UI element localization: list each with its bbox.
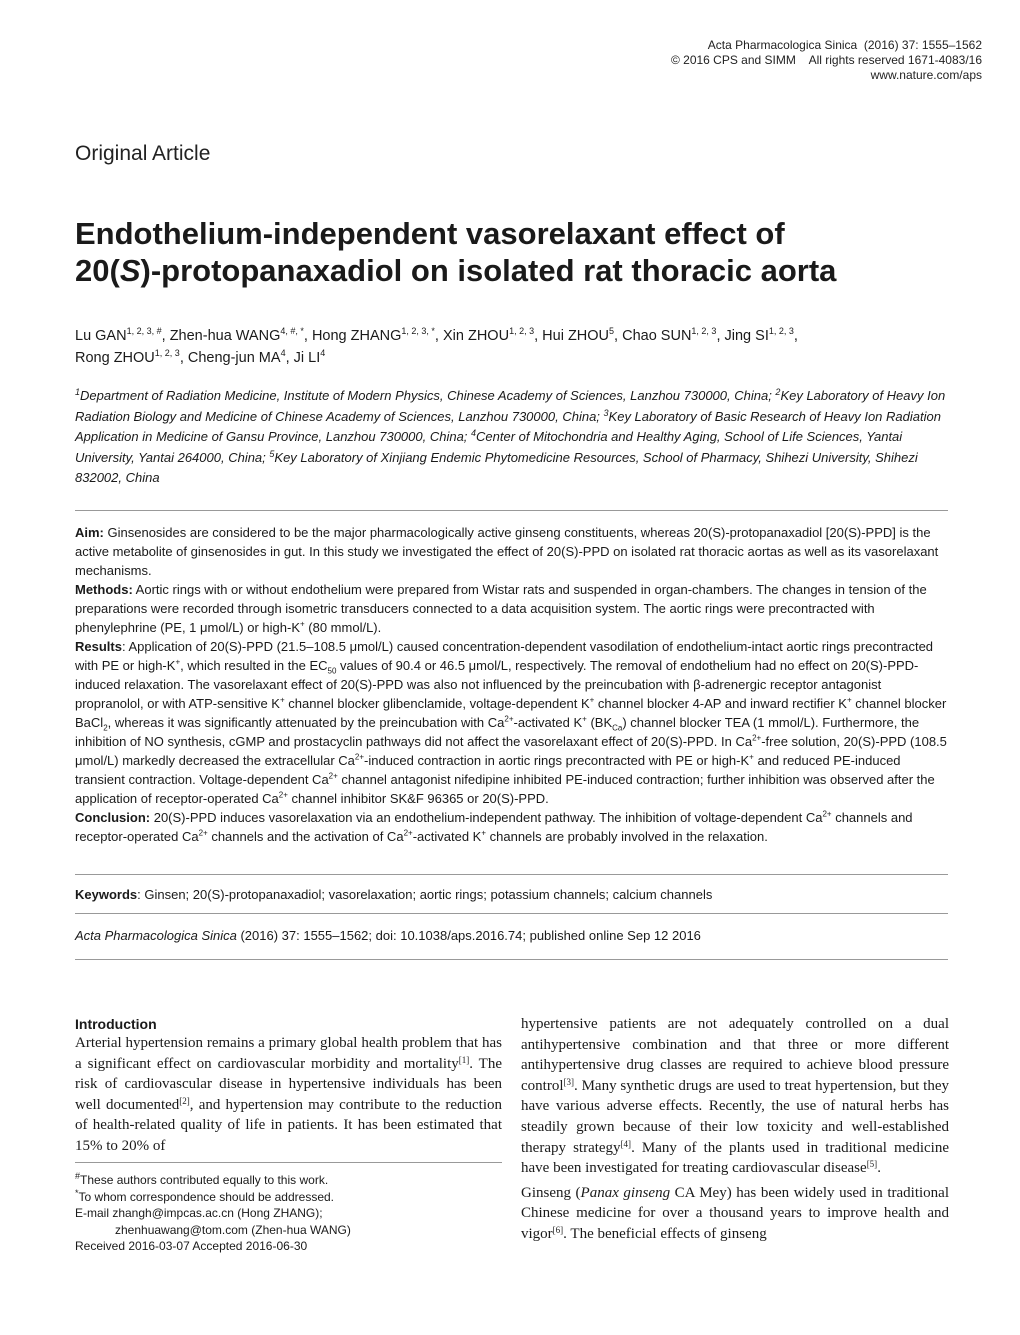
intro-paragraph-1: Arterial hypertension remains a primary global health problem that has a significant effect on cardiovascular morbidity and mortality[1]. The risk of cardiovascular disease in hypertensive individuals has been well documented[2], and hypertension may contribute to the reduction of health-related quality of life in patients. It has been estimated that 15% to 20% of [75,1035,503,1154]
author: Lu $GAN^{1, 2, 3, \#}$, [75,326,170,344]
title-line-2-post: )-protopanaxadiol on isolated rat thoracic aorta [140,253,837,288]
footnotes [75,1172,502,1255]
title-line-1: Endothelium-independent vasorelaxant effect of [75,216,785,251]
abstract-top-rule [75,510,948,511]
abstract-results: Results: Application of 20(S)-PPD (21.5–108.5 μmol/L) caused concentration-dependent vasodilation of endothelium-intact aortic rings precontracted with PE or high-K+, which resulted in the $EC_{50}$ values of 90.4 or 46.5 μmol/L, respectively. The removal of endothelium had no effect on 20(S)-PPD-induced relaxation. The vasorelaxant effect of 20(S)-PPD was also not influenced by the preincubation with β-adrenergic receptor antagonist propranolol, or with ATP-sensitive K+ channel blocker glibenclamide, voltage-dependent K+ channel blocker 4-AP and inward rectifier K+ channel blocker BaCl$_2$, whereas it was significantly attenuated by the preincubation with $Ca^{2+}$-activated K+ $(BK_{Ca})$ channel blocker TEA (1 mmol/L). Furthermore, the inhibition of NO synthesis, cGMP and prostacyclin pathways did not affect the vasorelaxant effect of 20(S)-PPD. In $Ca^{2+}$-free solution, 20(S)-PPD (108.5 μmol/L) markedly decreased the extracellular $Ca^{2+}$-induced contraction in aortic rings precontracted with PE or high-K+ and reduced PE-induced transient contraction. Voltage-dependent $Ca^{2+}$ channel antagonist nifedipine inhibited PE-induced contraction; further inhibition was observed after the application of receptor-operated $Ca^{2+}$ channel inhibitor SK&F 96365 or 20(S)-PPD. [75,639,947,806]
journal-name: Acta Pharmacologica Sinica [707,38,858,52]
reference-link[interactable]: [5] [866,1159,878,1170]
keywords-label: Keywords [75,887,138,902]
keywords [75,886,951,904]
article-title [75,215,975,289]
reference-link[interactable]: [2] [179,1095,190,1106]
keywords-top-rule [75,874,948,875]
journal-citation-line [671,38,982,53]
author: Xin ZHOU$^{1, 2, 3}$, [442,326,543,344]
author: Jing SI$^{1, 2, 3}$, [724,326,798,344]
keywords-text: : Ginsen; 20(S)-protopanaxadiol; vasorelaxation; aortic rings; potassium channels; calcium channels [137,887,713,902]
section-heading-introduction: Introduction [75,1016,157,1032]
title-line-2-pre: 20( [75,253,120,288]
footnote-dates: Received 2016-03-07 Accepted 2016-06-30 [75,1239,308,1253]
reference-link[interactable]: [1] [458,1054,470,1065]
intro-right-column [521,1014,949,1245]
author: Cheng-jun $MA^4$, [187,348,294,366]
author: Ji $LI^4$ [293,348,326,366]
intro-left-column [75,1015,502,1157]
journal-url[interactable]: www.nature.com/aps [870,68,982,82]
article-citation [75,927,951,945]
abstract-conclusion: Conclusion: 20(S)-PPD induces vasorelaxation via an endothelium-independent pathway. The inhibition of voltage-dependent $Ca^{2+}$ channels and receptor-operated $Ca^{2+}$ channels and the activation of $Ca^{2+}$-activated K+ channels are probably involved in the relaxation. [75,809,913,844]
article-type: Original Article [75,142,211,165]
footnote-rule [75,1162,502,1163]
author: Chao SUN$^{1, 2, 3}$, [622,326,725,344]
footnote-correspondence: *To whom correspondence should be addressed. [75,1187,335,1204]
footnote-equal-contribution: #These authors contributed equally to this work. [75,1171,329,1187]
intro-paragraph-1-cont: hypertensive patients are not adequately controlled on a dual antihypertensive combination and that three or more different antihypertensive drug classes are required to achieve blood pressure control[3]. Many synthetic drugs are used to treat hypertension, but they have various adverse effects. Recently, the use of natural herbs has steadily grown because of their low toxicity and well-established therapy strategy[4]. Many of the plants used in traditional medicine have been investigated for treating cardiovascular disease[5]. [521,1016,949,1177]
citation-text: (2016) 37: 1555–1562; doi: 10.1038/aps.2016.74; published online Sep 12 2016 [236,928,701,943]
keywords-bottom-rule [75,913,948,914]
intro-paragraph-2: Ginseng (Panax ginseng CA Mey) has been widely used in traditional Chinese medicine for over a thousand years to improve health and vigor[6]. The beneficial effects of ginseng [521,1184,949,1242]
author: Hong $ZHANG^{1, 2, 3, *}$, [311,326,443,344]
abstract-methods: Methods: Aortic rings with or without endothelium were prepared from Wistar rats and suspended in organ-chambers. The changes in tension of the preparations were recorded through isometric transducers connected to a data acquisition system. The aortic rings were precontracted with phenylephrine (PE, 1 μmol/L) or high-K+ (80 mmol/L). [75,582,927,635]
citation-journal: Acta Pharmacologica Sinica [75,928,237,943]
author: Zhen-hua $WANG^{4, \#, *}$, [169,326,312,344]
reference-link[interactable]: [3] [563,1076,574,1087]
journal-header [671,38,982,83]
abstract [75,523,951,846]
copyright-line [671,53,982,68]
footnote-email[interactable]: E-mail zhangh@impcas.ac.cn (Hong ZHANG); [75,1206,323,1220]
abstract-aim: Aim: Ginsenosides are considered to be the major pharmacologically active ginseng constituents, whereas 20(S)-protopanaxadiol [20(S)-PPD] is the active metabolite of ginsenosides in gut. In this study we investigated the effect of 20(S)-PPD on isolated rat thoracic aortas as well as its vasorelaxant mechanisms. [75,525,939,578]
author: Hui ZHOU$^5$, [542,326,623,344]
title-italic: S [119,253,141,288]
journal-volume: (2016) 37: 1555–1562 [863,38,982,52]
author: Rong ZHOU$^{1, 2, 3}$, [75,348,188,366]
affiliations: $^1$Department of Radiation Medicine, Institute of Modern Physics, Chinese Academy of Sciences, Lanzhou 730000, China; $^2$Key Laboratory of Heavy Ion Radiation Biology and Medicine of Chinese Academy of Sciences, Lanzhou 730000, China; $^3$Key Laboratory of Basic Research of Heavy Ion Radiation Application in Medicine of Gansu Province, Lanzhou 730000, China; $^4$Center of Mitochondria and Healthy Aging, School of Life Sciences, Yantai University, Yantai 264000, China; $^5$Key Laboratory of Xinjiang Endemic Phytomedicine Resources, School of Pharmacy, Shihezi University, Shihezi 832002, China [75,387,946,485]
reference-link[interactable]: [6] [552,1224,564,1235]
reference-link[interactable]: [4] [620,1138,632,1149]
citation-bottom-rule [75,959,948,960]
author-list [75,325,955,369]
rights: All rights reserved 1671-4083/16 [808,53,982,67]
footnote-email-2[interactable]: zhenhuawang@tom.com (Zhen-hua WANG) [115,1222,351,1237]
copyright: © 2016 CPS and SIMM [670,53,796,67]
